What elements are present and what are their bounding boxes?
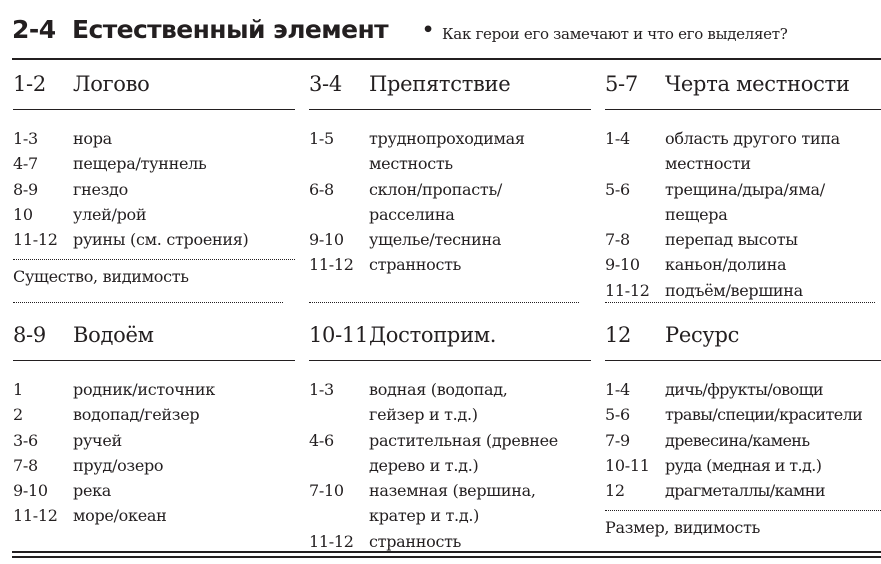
section-heading-rule — [605, 109, 881, 110]
row-text: ущелье/теснина — [369, 230, 502, 250]
roll-range: 7-9 — [605, 430, 630, 450]
table-row — [309, 529, 591, 554]
roll-range: 11-12 — [605, 280, 650, 300]
section-heading — [605, 72, 881, 106]
section-roll-range: 10-11 — [309, 323, 369, 347]
roll-range: 10 — [13, 204, 33, 224]
row-text: расселина — [369, 204, 455, 224]
table-row — [13, 453, 295, 478]
section-heading — [13, 72, 295, 106]
table-row — [13, 151, 295, 176]
section-roll-range: 5-7 — [605, 72, 638, 96]
row-text: пруд/озеро — [73, 455, 164, 475]
row-text: море/океан — [73, 506, 167, 526]
roll-range: 1-3 — [309, 380, 334, 399]
note-divider — [605, 510, 881, 511]
table-row — [605, 402, 881, 427]
section-roll-range: 12 — [605, 323, 632, 347]
table-row — [13, 428, 295, 453]
table-row — [605, 453, 881, 478]
row-text: область другого типа — [665, 129, 840, 148]
row-text: улей/рой — [73, 204, 147, 224]
section-title: Ресурс — [665, 323, 740, 347]
row-text: трещина/дыра/яма/ — [665, 179, 825, 199]
roll-range: 2 — [13, 405, 23, 425]
table-rows — [605, 126, 881, 303]
row-text: водопад/гейзер — [73, 405, 200, 425]
section-landmark — [309, 323, 591, 554]
row-text: руда (медная и т.д.) — [665, 455, 822, 475]
table-row — [605, 377, 881, 402]
table-row — [605, 478, 881, 503]
roll-range: 11-12 — [309, 531, 354, 551]
row-text: ручей — [73, 430, 122, 450]
section-heading-rule — [13, 360, 295, 361]
section-roll-range: 1-2 — [13, 72, 46, 96]
section-heading — [309, 72, 591, 106]
table-rows — [13, 377, 295, 529]
table-row — [13, 202, 295, 227]
table-row — [13, 126, 295, 151]
roll-range: 12 — [605, 481, 625, 501]
page-subtitle: Как герои его замечают и что его выделяет? — [442, 25, 788, 43]
section-heading-rule — [605, 360, 881, 361]
section-title: Черта местности — [665, 72, 850, 96]
bullet-separator: • — [422, 19, 435, 41]
roll-range: 4-6 — [309, 430, 334, 450]
section-title: Препятствие — [369, 72, 511, 96]
roll-range: 11-12 — [13, 230, 58, 250]
row-text: река — [73, 481, 112, 501]
table-row — [13, 377, 295, 402]
roll-range: 7-8 — [13, 455, 38, 475]
section-title: Логово — [73, 72, 150, 96]
row-text: каньон/долина — [665, 255, 787, 275]
row-text: пещера/туннель — [73, 154, 207, 174]
roll-range: 11-12 — [13, 506, 58, 526]
section-lair — [13, 72, 295, 286]
roll-range: 8-9 — [13, 179, 38, 199]
roll-range: 5-6 — [605, 405, 630, 425]
note-divider — [13, 259, 295, 260]
roll-range: 1-4 — [605, 129, 630, 148]
row-text: перепад высоты — [665, 230, 798, 250]
row-text: кратер и т.д.) — [369, 506, 480, 526]
roll-range: 5-6 — [605, 179, 630, 199]
table-row — [309, 478, 591, 529]
table-rows — [309, 377, 591, 554]
row-text: водная (водопад, — [369, 380, 508, 399]
section-water-body — [13, 323, 295, 529]
section-title: Достоприм. — [369, 323, 497, 347]
row-text: растительная (древнее — [369, 430, 558, 450]
row-text: дичь/фрукты/овощи — [665, 380, 823, 399]
row-text: драгметаллы/камни — [665, 481, 825, 501]
table-row — [605, 252, 881, 277]
roll-range: 11-12 — [309, 255, 354, 275]
roll-range: 10-11 — [605, 455, 650, 475]
row-text: руины (см. строения) — [73, 230, 249, 250]
roll-range: 7-8 — [605, 230, 630, 250]
roll-range: 4-7 — [13, 154, 38, 174]
row-text: труднопроходимая — [369, 129, 525, 148]
section-heading — [309, 323, 591, 357]
row-text: подъём/вершина — [665, 280, 803, 300]
table-row — [13, 402, 295, 427]
table-row — [605, 177, 881, 228]
row-text: нора — [73, 129, 112, 148]
section-heading-rule — [309, 109, 591, 110]
section-divider — [309, 302, 579, 303]
table-row — [309, 428, 591, 479]
section-heading — [13, 323, 295, 357]
table-row — [13, 503, 295, 528]
section-roll-range: 3-4 — [309, 72, 342, 96]
row-text: странность — [369, 531, 462, 551]
roll-range: 6-8 — [309, 179, 334, 199]
section-heading-rule — [309, 360, 591, 361]
section-terrain-feature — [605, 72, 881, 303]
section-obstacle — [309, 72, 591, 278]
roll-range: 9-10 — [309, 230, 344, 250]
section-resource — [605, 323, 881, 537]
footer-rule — [12, 556, 881, 558]
roll-range: 1-3 — [13, 129, 38, 148]
table-rows — [605, 377, 881, 503]
section-heading — [605, 323, 881, 357]
row-text: склон/пропасть/ — [369, 179, 502, 199]
roll-range: 7-10 — [309, 481, 344, 501]
row-text: местность — [369, 154, 453, 174]
page-title: Естественный элемент — [72, 15, 389, 44]
roll-range: 1-5 — [309, 129, 334, 148]
table-row — [309, 252, 591, 277]
roll-range: 9-10 — [605, 255, 640, 275]
row-text: странность — [369, 255, 462, 275]
section-note: Существо, видимость — [13, 267, 189, 287]
table-row — [309, 177, 591, 228]
row-text: древесина/камень — [665, 430, 810, 450]
table-row — [13, 478, 295, 503]
row-text: гнездо — [73, 179, 128, 199]
row-text: травы/специи/красители — [665, 405, 863, 425]
page-header — [12, 15, 881, 55]
table-rows — [13, 126, 295, 252]
roll-range: 1-4 — [605, 380, 630, 399]
table-row — [13, 177, 295, 202]
section-roll-range: 8-9 — [13, 323, 46, 347]
row-text: дерево и т.д.) — [369, 455, 479, 475]
section-note: Размер, видимость — [605, 518, 761, 538]
table-row — [309, 377, 591, 428]
header-rule — [12, 58, 881, 60]
row-text: наземная (вершина, — [369, 481, 536, 501]
table-row — [605, 126, 881, 177]
roll-range: 3-6 — [13, 430, 38, 450]
table-row — [605, 428, 881, 453]
table-rows — [309, 126, 591, 278]
row-text: родник/источник — [73, 380, 215, 399]
table-row — [309, 126, 591, 177]
roll-range: 9-10 — [13, 481, 48, 501]
section-title: Водоём — [73, 323, 154, 347]
table-row — [309, 227, 591, 252]
header-number: 2-4 — [12, 15, 56, 44]
row-text: пещера — [665, 204, 728, 224]
roll-range: 1 — [13, 380, 23, 399]
row-text: местности — [665, 154, 751, 174]
section-heading-rule — [13, 109, 295, 110]
table-row — [605, 278, 881, 303]
table-row — [13, 227, 295, 252]
table-row — [605, 227, 881, 252]
section-divider — [13, 302, 283, 303]
row-text: гейзер и т.д.) — [369, 405, 478, 425]
